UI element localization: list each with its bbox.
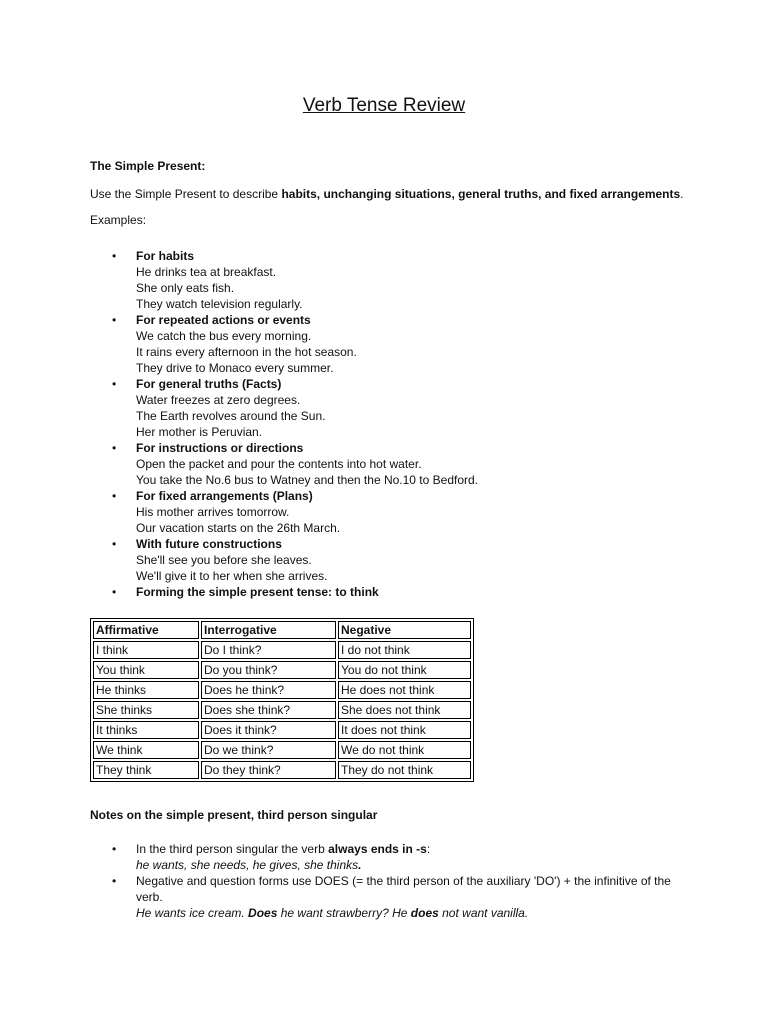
- notes-bullet-list: [112, 841, 672, 921]
- conjugation-table: [90, 618, 474, 782]
- table-cell: It thinks: [93, 721, 199, 739]
- table-row: [93, 721, 471, 739]
- list-item: [112, 584, 712, 600]
- list-item: [112, 488, 712, 536]
- bullet-icon: •: [112, 489, 117, 503]
- bullet-heading: For habits: [136, 249, 195, 263]
- example-line: It rains every afternoon in the hot season.: [136, 345, 357, 359]
- example-line: She'll see you before she leaves.: [136, 553, 312, 567]
- bullet-heading: For instructions or directions: [136, 441, 304, 455]
- table-row: [93, 681, 471, 699]
- table-cell: She thinks: [93, 701, 199, 719]
- intro-prefix: Use the Simple Present to describe: [90, 187, 282, 201]
- intro-suffix: .: [680, 187, 684, 201]
- table-cell: They think: [93, 761, 199, 779]
- example-line: You take the No.6 bus to Watney and then the No.10 to Bedford.: [136, 473, 479, 487]
- note-example-bold: does: [410, 906, 439, 920]
- table-row: [93, 741, 471, 759]
- column-header-interrogative: Interrogative: [201, 621, 336, 639]
- note-example: He wants ice cream.: [136, 906, 249, 920]
- example-line: We'll give it to her when she arrives.: [136, 569, 328, 583]
- table-cell: He does not think: [338, 681, 471, 699]
- table-cell: You think: [93, 661, 199, 679]
- example-line: They drive to Monaco every summer.: [136, 361, 334, 375]
- note-bold: always ends in -s: [328, 842, 427, 856]
- table-cell: We think: [93, 741, 199, 759]
- intro-paragraph: [90, 186, 684, 202]
- table-cell: It does not think: [338, 721, 471, 739]
- note-example: he want strawberry? He: [277, 906, 411, 920]
- note-example: he wants, she needs, he gives, she thinks: [136, 858, 359, 872]
- bullet-icon: •: [112, 313, 117, 327]
- table-cell: They do not think: [338, 761, 471, 779]
- list-item: [112, 841, 672, 873]
- list-item: [112, 312, 712, 376]
- table-cell: Does he think?: [201, 681, 336, 699]
- table-cell: Does it think?: [201, 721, 336, 739]
- note-text: Negative and question forms use DOES (= the third person of the auxiliary 'DO') + the infinitive of the verb.: [136, 874, 671, 904]
- table-row: [93, 761, 471, 779]
- column-header-negative: Negative: [338, 621, 471, 639]
- table-cell: Do you think?: [201, 661, 336, 679]
- example-line: They watch television regularly.: [136, 297, 303, 311]
- table-cell: Do I think?: [201, 641, 336, 659]
- bullet-icon: •: [112, 842, 117, 856]
- list-item: [112, 873, 672, 921]
- table-cell: He thinks: [93, 681, 199, 699]
- bullet-icon: •: [112, 249, 117, 263]
- bullet-icon: •: [112, 441, 117, 455]
- note-text: :: [426, 842, 431, 856]
- bullet-heading: For fixed arrangements (Plans): [136, 489, 313, 503]
- note-example: not want vanilla.: [438, 906, 529, 920]
- page-title: Verb Tense Review: [302, 95, 466, 116]
- column-header-affirmative: Affirmative: [93, 621, 199, 639]
- list-item: [112, 248, 712, 312]
- note-example-bold: .: [358, 858, 362, 872]
- table-cell: Does she think?: [201, 701, 336, 719]
- bullet-icon: •: [112, 874, 117, 888]
- section-heading: The Simple Present:: [90, 159, 206, 173]
- bullet-icon: •: [112, 537, 117, 551]
- example-line: Open the packet and pour the contents into hot water.: [136, 457, 422, 471]
- bullet-heading: Forming the simple present tense: to think: [136, 585, 379, 599]
- example-line: Our vacation starts on the 26th March.: [136, 521, 341, 535]
- table-row: [93, 641, 471, 659]
- list-item: [112, 440, 712, 488]
- example-line: He drinks tea at breakfast.: [136, 265, 277, 279]
- example-line: We catch the bus every morning.: [136, 329, 312, 343]
- table-header-row: [93, 621, 471, 639]
- intro-bold: habits, unchanging situations, general truths, and fixed arrangements: [281, 187, 681, 201]
- note-example-bold: Does: [248, 906, 278, 920]
- list-item: [112, 536, 712, 584]
- table-cell: Do they think?: [201, 761, 336, 779]
- example-line: Her mother is Peruvian.: [136, 425, 263, 439]
- bullet-icon: •: [112, 377, 117, 391]
- table-cell: She does not think: [338, 701, 471, 719]
- note-text: In the third person singular the verb: [136, 842, 329, 856]
- bullet-icon: •: [112, 585, 117, 599]
- table-row: [93, 661, 471, 679]
- bullet-heading: For repeated actions or events: [136, 313, 311, 327]
- example-line: She only eats fish.: [136, 281, 235, 295]
- list-item: [112, 376, 712, 440]
- table-cell: I do not think: [338, 641, 471, 659]
- table-cell: I think: [93, 641, 199, 659]
- bullet-heading: With future constructions: [136, 537, 282, 551]
- example-line: The Earth revolves around the Sun.: [136, 409, 326, 423]
- table-row: [93, 701, 471, 719]
- examples-label: Examples:: [90, 213, 147, 227]
- table-cell: You do not think: [338, 661, 471, 679]
- notes-heading: Notes on the simple present, third person singular: [90, 808, 378, 822]
- example-line: His mother arrives tomorrow.: [136, 505, 290, 519]
- example-line: Water freezes at zero degrees.: [136, 393, 301, 407]
- table-cell: Do we think?: [201, 741, 336, 759]
- bullet-heading: For general truths (Facts): [136, 377, 282, 391]
- usage-bullet-list: [112, 248, 712, 600]
- table-cell: We do not think: [338, 741, 471, 759]
